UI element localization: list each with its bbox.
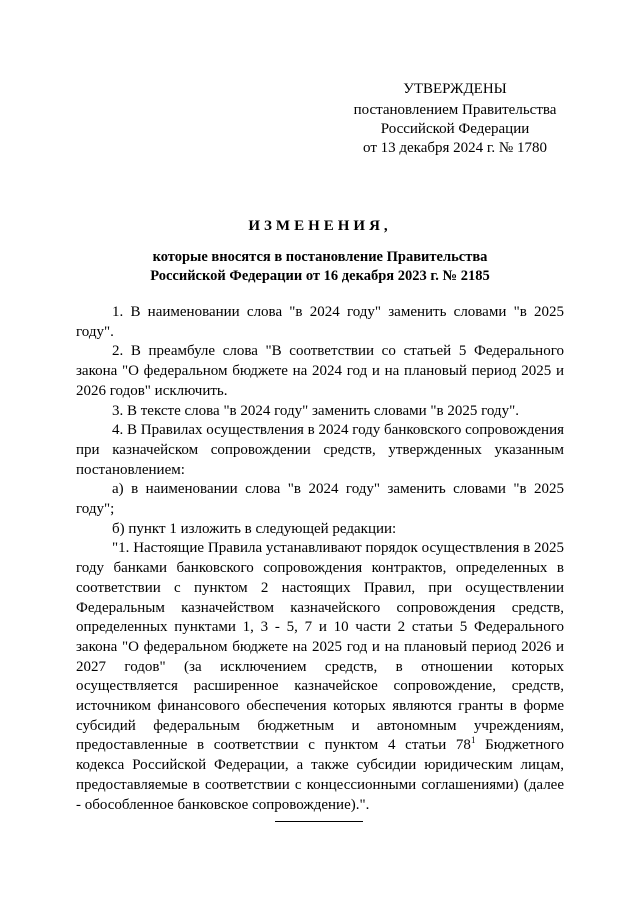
paragraph-rule-1 xyxy=(76,539,564,815)
title-heading: ИЗМЕНЕНИЯ, xyxy=(248,218,392,234)
approval-line-2: Российской Федерации xyxy=(380,121,530,137)
document-title xyxy=(0,216,640,286)
paragraph-2: 2. В преамбуле слова "В соответствии со статьей 5 Федерального закона "О федеральном бюджете на 2024 год и на плановый период 2025 и 2026 годов" исключить. xyxy=(76,343,564,399)
paragraph-4a: а) в наименовании слова "в 2024 году" заменить словами "в 2025 году"; xyxy=(76,481,564,518)
closing-divider xyxy=(275,821,363,822)
approval-line-3: от 13 декабря 2024 г. № 1780 xyxy=(363,140,547,156)
approval-heading: УТВЕРЖДЕНЫ xyxy=(403,81,507,97)
paragraph-4: 4. В Правилах осуществления в 2024 году банковского сопровождения при казначейском сопровождении средств, утвержденных указанным постановлением: xyxy=(76,422,564,478)
approval-block xyxy=(330,80,580,158)
title-subtitle-line-2: Российской Федерации от 16 декабря 2023 г. № 2185 xyxy=(150,268,490,284)
paragraph-4b: б) пункт 1 изложить в следующей редакции: xyxy=(112,520,397,537)
paragraph-rule-1-part-2: Бюджетного кодекса Российской Федерации, а также субсидии юридическим лицам, предоставляемые в соответствии с концессионными соглашениями) (далее - обособленное банковское сопровождение).". xyxy=(76,737,564,813)
title-subtitle xyxy=(0,248,640,286)
title-subtitle-line-1: которые вносятся в постановление Правительства xyxy=(152,249,488,265)
approval-line-1: постановлением Правительства xyxy=(353,102,557,118)
paragraph-3: 3. В тексте слова "в 2024 году" заменить словами "в 2025 году". xyxy=(112,402,519,419)
paragraph-rule-1-part-1: "1. Настоящие Правила устанавливают порядок осуществления в 2025 году банками банковского сопровождения контрактов, определенных в соответствии с пунктом 2 настоящих Правил, при осуществлении Федеральным казначейством казначейского сопровождения средств, определенных пунктами 1, 3 - 5, 7 и 10 части 2 статьи 5 Федерального закона "О федеральном бюджете на 2025 год и на плановый период 2026 и 2027 годов" (за исключением средств, в отношении которых осуществляется расширенное казначейское сопровождение, средств, источником финансового обеспечения которых являются гранты в форме субсидий федеральным бюджетным и автономным учреждениям, предоставленные в соответствии с пунктом 4 статьи 78 xyxy=(76,540,564,754)
document-body xyxy=(76,303,564,815)
paragraph-1: 1. В наименовании слова "в 2024 году" заменить словами "в 2025 году". xyxy=(76,304,564,340)
superscript-marker: 1 xyxy=(470,735,476,746)
